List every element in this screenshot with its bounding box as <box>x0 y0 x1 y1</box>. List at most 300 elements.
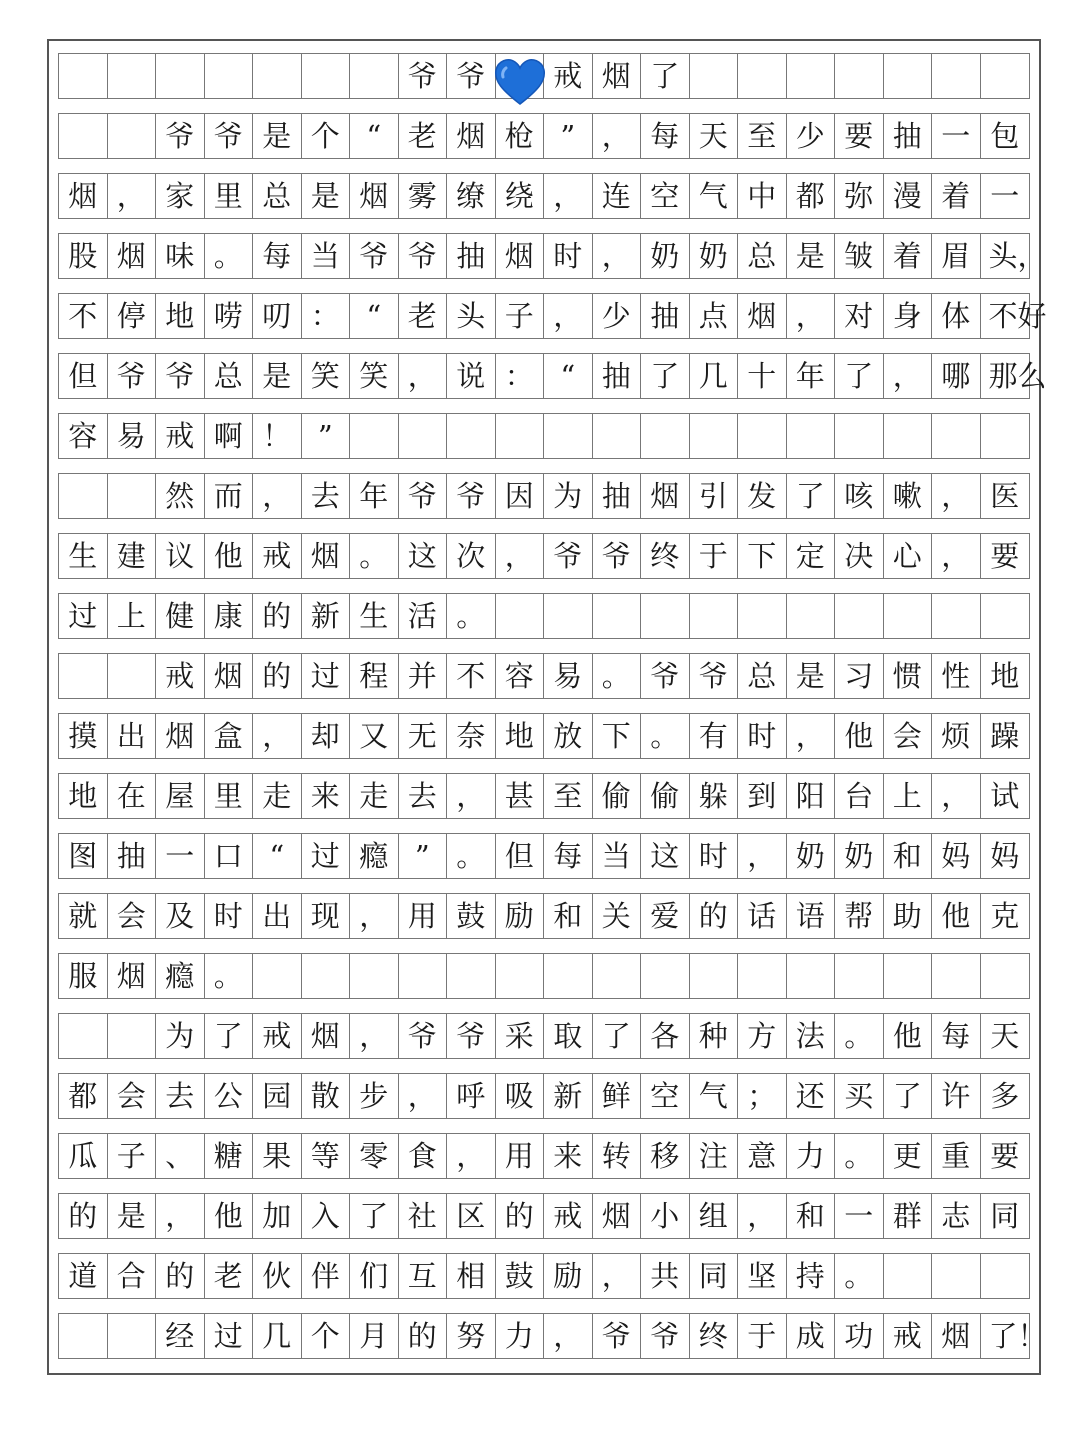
grid-cell: 啊 <box>205 414 254 458</box>
grid-cell: ， <box>738 834 787 878</box>
grid-cell: 食 <box>399 1134 448 1178</box>
grid-cell: 同 <box>990 1198 1020 1233</box>
grid-cell <box>981 54 1030 98</box>
grid-cell: 抽 <box>884 114 933 158</box>
grid-cell: “ <box>350 294 399 338</box>
grid-cell: 伴 <box>302 1254 351 1298</box>
grid-cell: 眉 <box>932 234 981 278</box>
grid-cell <box>544 594 593 638</box>
grid-cell: 又 <box>350 714 399 758</box>
grid-cell: 果 <box>253 1134 302 1178</box>
grid-cell: 过 <box>302 654 351 698</box>
grid-cell: 互 <box>399 1254 448 1298</box>
grid-cell <box>496 414 545 458</box>
grid-cell: 用 <box>399 894 448 938</box>
grid-cell: 都 <box>59 1074 108 1118</box>
grid-cell: 子 <box>108 1134 157 1178</box>
grid-cell: 加 <box>253 1194 302 1238</box>
grid-cell: 出 <box>253 894 302 938</box>
grid-cell: 爷 <box>690 654 739 698</box>
grid-cell: 了 <box>641 54 690 98</box>
grid-cell: 要 <box>990 538 1020 573</box>
grid-cell: 用 <box>496 1134 545 1178</box>
grid-cell: 点 <box>690 294 739 338</box>
grid-cell: 爷 <box>641 1314 690 1358</box>
grid-cell: ； <box>738 1074 787 1118</box>
grid-cell: 引 <box>690 474 739 518</box>
grid-cell: 图 <box>59 834 108 878</box>
grid-cell: 心 <box>884 534 933 578</box>
grid-cell: 都 <box>787 174 836 218</box>
grid-cell: 和 <box>544 894 593 938</box>
grid-cell: 烟 <box>59 174 108 218</box>
grid-cell: 转 <box>593 1134 642 1178</box>
grid-cell: 在 <box>108 774 157 818</box>
grid-cell: 新 <box>544 1074 593 1118</box>
grid-cell <box>399 954 448 998</box>
grid-cell: 烟 <box>108 234 157 278</box>
grid-cell: 种 <box>690 1014 739 1058</box>
grid-cell: 、 <box>156 1134 205 1178</box>
grid-row <box>58 413 1030 459</box>
grid-cell <box>690 414 739 458</box>
grid-cell: 了 <box>205 1014 254 1058</box>
grid-cell: 戒 <box>544 1194 593 1238</box>
grid-cell: 戒 <box>156 414 205 458</box>
grid-cell: 过 <box>59 594 108 638</box>
grid-cell: 鼓 <box>447 894 496 938</box>
grid-cell: 法 <box>787 1014 836 1058</box>
grid-row <box>58 473 1030 519</box>
grid-cell: 采 <box>496 1014 545 1058</box>
grid-cell: 妈 <box>990 838 1020 873</box>
grid-cell <box>835 954 884 998</box>
grid-cell: 爷 <box>108 354 157 398</box>
grid-cell: 终 <box>690 1314 739 1358</box>
grid-cell: 持 <box>787 1254 836 1298</box>
grid-cell: 爷 <box>399 474 448 518</box>
grid-cell: ！ <box>253 414 302 458</box>
grid-cell <box>884 594 933 638</box>
grid-cell: 爷 <box>205 114 254 158</box>
grid-cell: ” <box>544 114 593 158</box>
grid-cell: 要 <box>990 1138 1020 1173</box>
grid-cell: 躲 <box>690 774 739 818</box>
grid-row <box>58 353 1047 399</box>
grid-cell: 时 <box>690 834 739 878</box>
grid-cell: 一 <box>835 1194 884 1238</box>
grid-row <box>58 833 1030 879</box>
grid-cell <box>787 954 836 998</box>
grid-cell: 戒 <box>253 1014 302 1058</box>
grid-cell: 入 <box>302 1194 351 1238</box>
grid-row <box>58 233 1047 279</box>
grid-cell <box>641 414 690 458</box>
grid-cell: 。 <box>835 1254 884 1298</box>
grid-cell: 易 <box>544 654 593 698</box>
grid-cell: 现 <box>302 894 351 938</box>
grid-cell: 雾 <box>399 174 448 218</box>
grid-cell: 体 <box>932 294 981 338</box>
grid-cell: 习 <box>835 654 884 698</box>
grid-cell: 地 <box>156 294 205 338</box>
grid-cell: 的 <box>399 1314 448 1358</box>
grid-cell: 经 <box>156 1314 205 1358</box>
grid-cell: 合 <box>108 1254 157 1298</box>
grid-row <box>58 653 1030 699</box>
grid-cell: 每 <box>544 834 593 878</box>
grid-cell: 公 <box>205 1074 254 1118</box>
grid-cell <box>108 474 157 518</box>
grid-cell: 爷 <box>156 114 205 158</box>
grid-cell: 奶 <box>787 834 836 878</box>
grid-cell: 烟 <box>108 954 157 998</box>
grid-cell: 方 <box>738 1014 787 1058</box>
grid-cell: ， <box>593 114 642 158</box>
grid-cell <box>108 1014 157 1058</box>
grid-cell: 头， <box>988 238 1047 273</box>
grid-cell: 个 <box>302 114 351 158</box>
grid-cell: 是 <box>108 1194 157 1238</box>
grid-cell <box>738 414 787 458</box>
grid-cell: 一 <box>156 834 205 878</box>
grid-cell <box>981 954 1030 998</box>
grid-cell: 并 <box>399 654 448 698</box>
grid-cell: 关 <box>593 894 642 938</box>
grid-cell: 奶 <box>835 834 884 878</box>
grid-cell <box>59 654 108 698</box>
grid-cell: 枪 <box>496 114 545 158</box>
grid-cell: 服 <box>59 954 108 998</box>
grid-cell: 还 <box>787 1074 836 1118</box>
grid-cell: 偷 <box>641 774 690 818</box>
grid-row <box>58 1073 1030 1119</box>
grid-cell: 老 <box>205 1254 254 1298</box>
grid-cell: 停 <box>108 294 157 338</box>
grid-cell: 说 <box>447 354 496 398</box>
grid-cell: 但 <box>59 354 108 398</box>
grid-cell: 抽 <box>593 354 642 398</box>
grid-cell: ， <box>593 234 642 278</box>
grid-cell: 里 <box>205 174 254 218</box>
grid-cell: 头 <box>447 294 496 338</box>
grid-cell: 口 <box>205 834 254 878</box>
grid-cell: 了！ <box>988 1318 1047 1353</box>
grid-cell: 年 <box>350 474 399 518</box>
grid-cell: ” <box>302 414 351 458</box>
grid-cell: 气 <box>690 1074 739 1118</box>
grid-cell: 健 <box>156 594 205 638</box>
grid-cell: 瘾 <box>350 834 399 878</box>
grid-cell: 总 <box>205 354 254 398</box>
grid-cell <box>787 414 836 458</box>
grid-cell: 他 <box>205 1194 254 1238</box>
grid-cell: 他 <box>205 534 254 578</box>
grid-cell <box>447 954 496 998</box>
grid-cell: 地 <box>59 774 108 818</box>
grid-cell: 少 <box>787 114 836 158</box>
grid-cell: ， <box>253 474 302 518</box>
grid-cell: ， <box>884 354 933 398</box>
grid-cell: 终 <box>641 534 690 578</box>
grid-cell: 着 <box>932 174 981 218</box>
grid-cell <box>350 414 399 458</box>
grid-cell: 家 <box>156 174 205 218</box>
grid-cell: 于 <box>738 1314 787 1358</box>
grid-cell: 是 <box>787 654 836 698</box>
grid-cell: 语 <box>787 894 836 938</box>
grid-cell: 的 <box>59 1194 108 1238</box>
grid-cell: 然 <box>156 474 205 518</box>
grid-cell: 老 <box>399 114 448 158</box>
grid-cell: 不 <box>447 654 496 698</box>
grid-cell <box>932 414 981 458</box>
grid-row <box>58 1253 1030 1299</box>
grid-cell: 每 <box>932 1014 981 1058</box>
grid-cell: 医 <box>990 478 1020 513</box>
grid-cell: 爷 <box>399 54 448 98</box>
grid-cell: 励 <box>544 1254 593 1298</box>
grid-cell: 天 <box>990 1018 1020 1053</box>
grid-cell <box>787 594 836 638</box>
grid-cell: 是 <box>302 174 351 218</box>
grid-cell: 爷 <box>156 354 205 398</box>
grid-cell: 个 <box>302 1314 351 1358</box>
grid-cell: 奶 <box>641 234 690 278</box>
grid-cell: 偷 <box>593 774 642 818</box>
grid-cell <box>932 54 981 98</box>
grid-cell <box>641 594 690 638</box>
grid-cell: 建 <box>108 534 157 578</box>
grid-cell: 每 <box>253 234 302 278</box>
grid-cell <box>108 654 157 698</box>
grid-cell: 及 <box>156 894 205 938</box>
grid-cell: 话 <box>738 894 787 938</box>
grid-cell: 烟 <box>156 714 205 758</box>
grid-cell: 试 <box>990 778 1020 813</box>
grid-cell: 。 <box>205 234 254 278</box>
grid-cell: 烟 <box>593 1194 642 1238</box>
grid-cell <box>981 1254 1030 1298</box>
grid-cell: 少 <box>593 294 642 338</box>
grid-cell <box>835 594 884 638</box>
grid-row <box>58 1313 1047 1359</box>
grid-cell <box>59 474 108 518</box>
grid-cell: ， <box>932 474 981 518</box>
grid-cell: 移 <box>641 1134 690 1178</box>
grid-cell: 容 <box>496 654 545 698</box>
grid-cell: ， <box>447 1134 496 1178</box>
grid-row <box>58 113 1030 159</box>
grid-cell: 是 <box>253 354 302 398</box>
grid-cell <box>738 54 787 98</box>
grid-cell <box>884 954 933 998</box>
grid-cell: 里 <box>205 774 254 818</box>
grid-cell: 共 <box>641 1254 690 1298</box>
grid-cell: 的 <box>496 1194 545 1238</box>
grid-cell <box>350 954 399 998</box>
grid-cell <box>108 54 157 98</box>
grid-cell: 。 <box>350 534 399 578</box>
grid-cell: 漫 <box>884 174 933 218</box>
grid-cell <box>641 954 690 998</box>
grid-cell: 天 <box>690 114 739 158</box>
grid-cell: 助 <box>884 894 933 938</box>
grid-cell: 当 <box>593 834 642 878</box>
grid-cell <box>981 414 1030 458</box>
grid-cell: 去 <box>156 1074 205 1118</box>
grid-cell: 于 <box>690 534 739 578</box>
grid-cell: 决 <box>835 534 884 578</box>
grid-cell: 力 <box>496 1314 545 1358</box>
grid-cell: ， <box>787 294 836 338</box>
grid-cell: 到 <box>738 774 787 818</box>
grid-cell: 功 <box>835 1314 884 1358</box>
grid-cell <box>156 54 205 98</box>
grid-cell: 阳 <box>787 774 836 818</box>
grid-cell: 皱 <box>835 234 884 278</box>
grid-cell: 克 <box>990 898 1020 933</box>
grid-cell <box>884 54 933 98</box>
grid-cell: 至 <box>738 114 787 158</box>
grid-cell: “ <box>544 354 593 398</box>
grid-cell: 的 <box>156 1254 205 1298</box>
grid-cell: 零 <box>350 1134 399 1178</box>
grid-cell: 惯 <box>884 654 933 698</box>
grid-cell <box>253 954 302 998</box>
grid-cell: ， <box>932 534 981 578</box>
grid-cell: 糖 <box>205 1134 254 1178</box>
grid-cell <box>302 54 351 98</box>
grid-cell: 这 <box>641 834 690 878</box>
grid-cell: 容 <box>59 414 108 458</box>
grid-cell: 一 <box>990 178 1020 213</box>
grid-cell: 妈 <box>932 834 981 878</box>
grid-cell: 而 <box>205 474 254 518</box>
grid-cell: 为 <box>544 474 593 518</box>
grid-cell: 抽 <box>447 234 496 278</box>
grid-cell: 过 <box>205 1314 254 1358</box>
grid-cell: 去 <box>302 474 351 518</box>
grid-cell: 了 <box>350 1194 399 1238</box>
grid-cell: ， <box>544 1314 593 1358</box>
grid-cell: 弥 <box>835 174 884 218</box>
grid-cell: 出 <box>108 714 157 758</box>
grid-cell: 的 <box>690 894 739 938</box>
grid-cell: 组 <box>690 1194 739 1238</box>
grid-cell: 中 <box>738 174 787 218</box>
grid-cell: 烟 <box>350 174 399 218</box>
grid-cell: 是 <box>787 234 836 278</box>
grid-cell <box>205 54 254 98</box>
grid-cell: 意 <box>738 1134 787 1178</box>
grid-cell <box>981 594 1030 638</box>
grid-cell: 爷 <box>544 534 593 578</box>
grid-cell: 了 <box>641 354 690 398</box>
grid-cell: 努 <box>447 1314 496 1358</box>
grid-cell: 味 <box>156 234 205 278</box>
grid-cell: ， <box>932 774 981 818</box>
grid-cell: 下 <box>738 534 787 578</box>
grid-cell: 但 <box>496 834 545 878</box>
grid-cell <box>544 414 593 458</box>
grid-row <box>58 293 1047 339</box>
grid-cell: 了 <box>787 474 836 518</box>
grid-cell: 程 <box>350 654 399 698</box>
grid-cell: 重 <box>932 1134 981 1178</box>
grid-cell: 同 <box>690 1254 739 1298</box>
grid-cell: 。 <box>835 1134 884 1178</box>
grid-cell: 上 <box>884 774 933 818</box>
grid-cell: 几 <box>253 1314 302 1358</box>
grid-cell: ， <box>593 1254 642 1298</box>
grid-cell <box>59 1014 108 1058</box>
grid-cell: 因 <box>496 474 545 518</box>
grid-cell: 次 <box>447 534 496 578</box>
grid-cell <box>253 54 302 98</box>
grid-cell: 走 <box>350 774 399 818</box>
grid-cell: 叨 <box>253 294 302 338</box>
grid-cell: 会 <box>108 1074 157 1118</box>
grid-cell <box>932 954 981 998</box>
grid-cell: 园 <box>253 1074 302 1118</box>
grid-cell: 就 <box>59 894 108 938</box>
grid-cell <box>593 954 642 998</box>
grid-cell: 活 <box>399 594 448 638</box>
grid-cell: 和 <box>884 834 933 878</box>
grid-cell: ， <box>544 174 593 218</box>
grid-cell: 空 <box>641 174 690 218</box>
grid-cell <box>835 414 884 458</box>
grid-cell: 烟 <box>932 1314 981 1358</box>
grid-cell: 屋 <box>156 774 205 818</box>
grid-cell: 要 <box>835 114 884 158</box>
grid-cell: 他 <box>932 894 981 938</box>
grid-cell: 一 <box>932 114 981 158</box>
grid-cell: 子 <box>496 294 545 338</box>
grid-cell <box>302 954 351 998</box>
grid-cell: 着 <box>884 234 933 278</box>
grid-cell: 小 <box>641 1194 690 1238</box>
grid-cell: 老 <box>399 294 448 338</box>
grid-cell: 爷 <box>447 54 496 98</box>
grid-cell: 戒 <box>544 54 593 98</box>
grid-cell: 哪 <box>932 354 981 398</box>
grid-cell <box>932 1254 981 1298</box>
grid-cell: 烟 <box>205 654 254 698</box>
grid-cell: ， <box>350 894 399 938</box>
grid-cell: 瘾 <box>156 954 205 998</box>
grid-cell: 至 <box>544 774 593 818</box>
grid-cell: 注 <box>690 1134 739 1178</box>
grid-cell: 却 <box>302 714 351 758</box>
grid-cell: 伙 <box>253 1254 302 1298</box>
grid-cell <box>835 54 884 98</box>
grid-cell: 戒 <box>253 534 302 578</box>
grid-cell: 多 <box>990 1078 1020 1113</box>
grid-cell: 奶 <box>690 234 739 278</box>
grid-cell: 台 <box>835 774 884 818</box>
grid-cell: 总 <box>253 174 302 218</box>
grid-cell: 摸 <box>59 714 108 758</box>
grid-cell: 去 <box>399 774 448 818</box>
grid-cell: 那么 <box>988 358 1047 393</box>
grid-cell <box>738 594 787 638</box>
grid-cell: 总 <box>738 234 787 278</box>
grid-cell: 爷 <box>447 1014 496 1058</box>
grid-cell: 烟 <box>738 294 787 338</box>
grid-cell: 买 <box>835 1074 884 1118</box>
